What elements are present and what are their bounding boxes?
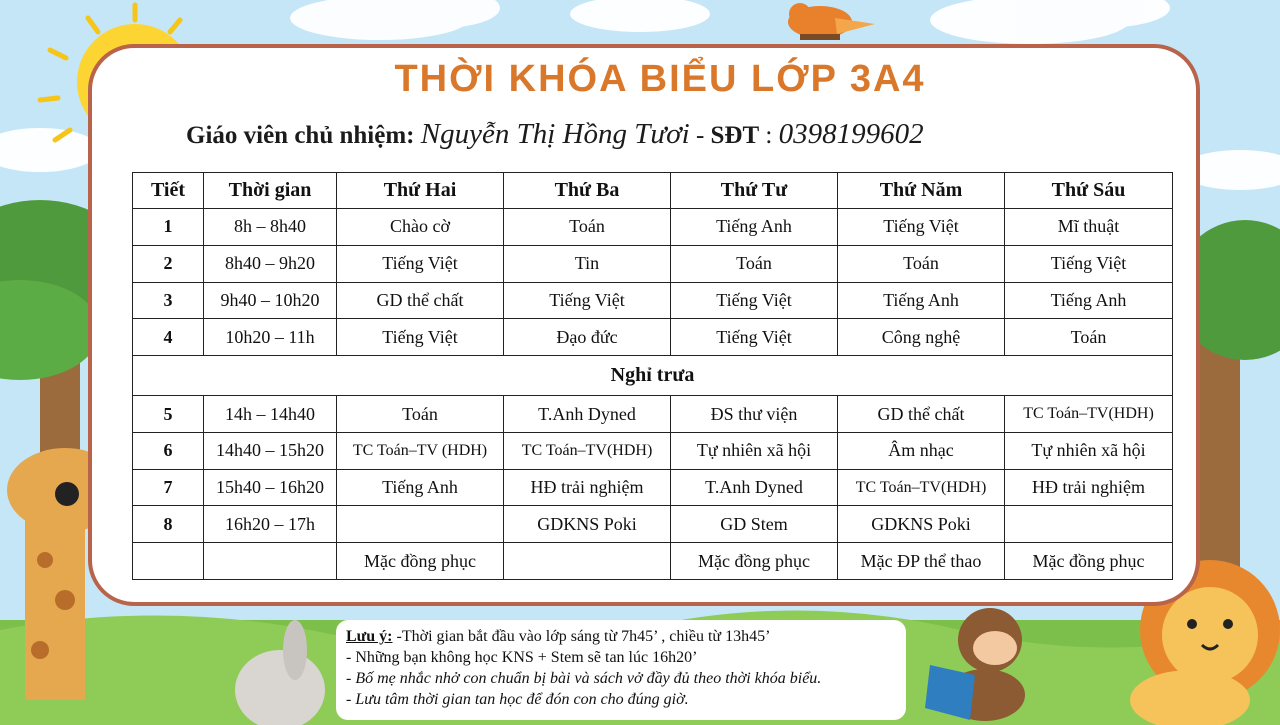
- subject-cell: Toán: [1005, 319, 1173, 356]
- subject-cell: GD thể chất: [337, 282, 504, 319]
- header-cell: Tiết: [133, 173, 204, 209]
- separator: -: [695, 122, 705, 149]
- table-row: [133, 506, 1173, 543]
- note-line: - Bố mẹ nhắc nhở con chuẩn bị bài và sách vở đầy đủ theo thời khóa biểu.: [346, 670, 822, 687]
- header-cell: Thứ Ba: [504, 173, 671, 209]
- table-row: [133, 245, 1173, 282]
- phone-label: SĐT: [710, 122, 760, 149]
- subject-cell: GD Stem: [671, 506, 838, 543]
- teacher-phone: 0398199602: [778, 118, 924, 150]
- period-cell: 4: [133, 319, 204, 356]
- subject-cell: Tiếng Anh: [337, 469, 504, 506]
- teacher-info: [186, 118, 1026, 151]
- table-row: [133, 432, 1173, 469]
- subject-cell: TC Toán–TV(HDH): [1005, 396, 1173, 433]
- header-cell: Thứ Năm: [838, 173, 1005, 209]
- subject-cell: Toán: [504, 209, 671, 246]
- subject-cell: Âm nhạc: [838, 432, 1005, 469]
- time-cell: 10h20 – 11h: [204, 319, 337, 356]
- lunch-row: [133, 356, 1173, 396]
- time-cell: 8h – 8h40: [204, 209, 337, 246]
- subject-cell: Đạo đức: [504, 319, 671, 356]
- header-cell: Thời gian: [204, 173, 337, 209]
- subject-cell: GDKNS Poki: [838, 506, 1005, 543]
- time-cell: 14h40 – 15h20: [204, 432, 337, 469]
- uniform-cell: [133, 543, 204, 580]
- teacher-label: Giáo viên chủ nhiệm:: [186, 122, 415, 149]
- subject-cell: Tiếng Việt: [504, 282, 671, 319]
- subject-cell: TC Toán–TV(HDH): [838, 469, 1005, 506]
- note-line: [346, 626, 896, 647]
- time-cell: 16h20 – 17h: [204, 506, 337, 543]
- subject-cell: Mĩ thuật: [1005, 209, 1173, 246]
- subject-cell: Tiếng Việt: [838, 209, 1005, 246]
- subject-cell: TC Toán–TV (HDH): [337, 432, 504, 469]
- period-cell: 1: [133, 209, 204, 246]
- table-row: [133, 469, 1173, 506]
- header-cell: Thứ Hai: [337, 173, 504, 209]
- time-cell: 15h40 – 16h20: [204, 469, 337, 506]
- subject-cell: Tự nhiên xã hội: [671, 432, 838, 469]
- notes-label: Lưu ý:: [346, 628, 393, 645]
- subject-cell: Toán: [671, 245, 838, 282]
- table-row: [133, 282, 1173, 319]
- uniform-cell: Mặc ĐP thể thao: [838, 543, 1005, 580]
- subject-cell: Tiếng Anh: [671, 209, 838, 246]
- header-cell: Thứ Sáu: [1005, 173, 1173, 209]
- period-cell: 3: [133, 282, 204, 319]
- subject-cell: ĐS thư viện: [671, 396, 838, 433]
- subject-cell: Tiếng Anh: [838, 282, 1005, 319]
- time-cell: 14h – 14h40: [204, 396, 337, 433]
- subject-cell: Toán: [838, 245, 1005, 282]
- subject-cell: Tự nhiên xã hội: [1005, 432, 1173, 469]
- period-cell: 8: [133, 506, 204, 543]
- note-text: -Thời gian bắt đầu vào lớp sáng từ 7h45’ , chiều từ 13h45’: [392, 628, 771, 645]
- header-cell: Thứ Tư: [671, 173, 838, 209]
- table-row: [133, 319, 1173, 356]
- header-row: [133, 173, 1173, 209]
- subject-cell: Chào cờ: [337, 209, 504, 246]
- note-line: - Lưu tâm thời gian tan học để đón con cho đúng giờ.: [346, 691, 689, 708]
- subject-cell: Tiếng Việt: [337, 245, 504, 282]
- subject-cell: HĐ trải nghiệm: [504, 469, 671, 506]
- period-cell: 6: [133, 432, 204, 469]
- subject-cell: GDKNS Poki: [504, 506, 671, 543]
- subject-cell: Tiếng Việt: [671, 319, 838, 356]
- uniform-cell: Mặc đồng phục: [337, 543, 504, 580]
- uniform-cell: [204, 543, 337, 580]
- period-cell: 5: [133, 396, 204, 433]
- page-title: THỜI KHÓA BIỂU LỚP 3A4: [394, 58, 926, 100]
- uniform-cell: Mặc đồng phục: [671, 543, 838, 580]
- subject-cell: [1005, 506, 1173, 543]
- subject-cell: TC Toán–TV(HDH): [504, 432, 671, 469]
- subject-cell: GD thể chất: [838, 396, 1005, 433]
- teacher-name: Nguyễn Thị Hồng Tươi: [420, 118, 690, 150]
- subject-cell: HĐ trải nghiệm: [1005, 469, 1173, 506]
- subject-cell: T.Anh Dyned: [504, 396, 671, 433]
- subject-cell: Tiếng Việt: [671, 282, 838, 319]
- uniform-row: [133, 543, 1173, 580]
- uniform-cell: Mặc đồng phục: [1005, 543, 1173, 580]
- subject-cell: Toán: [337, 396, 504, 433]
- subject-cell: [337, 506, 504, 543]
- time-cell: 9h40 – 10h20: [204, 282, 337, 319]
- subject-cell: Tiếng Việt: [1005, 245, 1173, 282]
- table-row: [133, 396, 1173, 433]
- period-cell: 2: [133, 245, 204, 282]
- subject-cell: T.Anh Dyned: [671, 469, 838, 506]
- subject-cell: Tiếng Việt: [337, 319, 504, 356]
- time-cell: 8h40 – 9h20: [204, 245, 337, 282]
- notes-box: [336, 620, 906, 720]
- timetable: [132, 172, 1173, 580]
- colon: :: [765, 122, 773, 149]
- subject-cell: Tiếng Anh: [1005, 282, 1173, 319]
- lunch-break-label: Nghỉ trưa: [133, 356, 1173, 396]
- period-cell: 7: [133, 469, 204, 506]
- table-row: [133, 209, 1173, 246]
- note-line: - Những bạn không học KNS + Stem sẽ tan lúc 16h20’: [346, 649, 698, 666]
- uniform-cell: [504, 543, 671, 580]
- subject-cell: Tin: [504, 245, 671, 282]
- subject-cell: Công nghệ: [838, 319, 1005, 356]
